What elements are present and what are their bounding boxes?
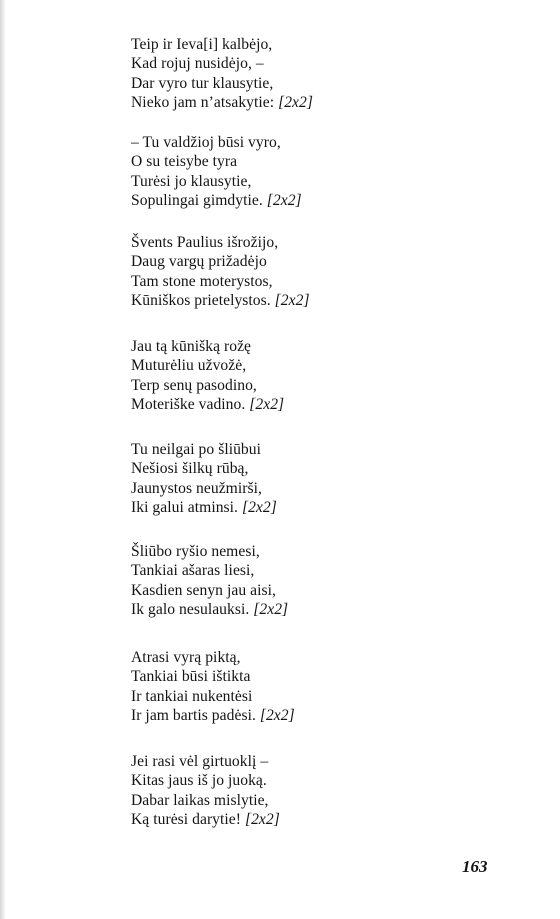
verse-line xyxy=(131,479,511,498)
verse-text: Ir jam bartis padėsi. xyxy=(131,707,260,725)
verse-text: Jaunystos neužmirši, xyxy=(131,479,262,497)
stanza xyxy=(131,133,511,211)
verse-text: Tankiai ašaras liesi, xyxy=(131,562,255,580)
verse-text: Jei rasi vėl girtuoklį – xyxy=(131,753,269,770)
page-edge-shadow xyxy=(0,0,6,919)
verse-line xyxy=(131,252,511,271)
stanza xyxy=(131,440,511,518)
verse-line xyxy=(131,191,511,210)
verse-line xyxy=(131,648,511,667)
verse-line xyxy=(131,172,511,191)
refrain-mark: [2x2] xyxy=(253,601,289,619)
verse-line xyxy=(131,233,511,252)
verse-line xyxy=(131,35,511,54)
verse-text: Tu neilgai po šliūbui xyxy=(131,441,262,458)
page-number: 163 xyxy=(462,857,488,876)
verse-text: Kasdien senyn jau aisi, xyxy=(131,581,276,599)
verse-line xyxy=(131,498,511,517)
verse-line xyxy=(131,791,511,810)
verse-text: Terp senų pasodino, xyxy=(131,376,257,394)
verse-text: Švents Paulius išrožijo, xyxy=(131,234,279,251)
refrain-mark: [2x2] xyxy=(259,707,295,725)
verse-line xyxy=(131,337,511,356)
verse-text: Muturėliu užvožė, xyxy=(131,357,247,375)
verse-text: Ką turėsi darytie! xyxy=(131,811,245,829)
verse-line xyxy=(131,561,511,580)
verse-text: Turėsi jo klausytie, xyxy=(131,172,252,190)
verse-text: Sopulingai gimdytie. xyxy=(131,192,267,210)
verse-line xyxy=(131,706,511,725)
verse-text: Iki galui atminsi. xyxy=(131,499,242,517)
verse-line xyxy=(131,440,511,459)
verse-text: Daug vargų prižadėjo xyxy=(131,253,267,271)
verse-text: Nieko jam n’atsakytie: xyxy=(131,94,279,112)
stanza xyxy=(131,752,511,830)
verse-text: Dar vyro tur klausytie, xyxy=(131,74,274,92)
verse-text: Dabar laikas mislytie, xyxy=(131,791,269,809)
verse-text: Teip ir Ieva[i] kalbėjo, xyxy=(131,36,273,53)
verse-line xyxy=(131,687,511,706)
refrain-mark: [2x2] xyxy=(244,811,280,829)
verse-line xyxy=(131,376,511,395)
stanza xyxy=(131,337,511,415)
verse-text: Tam stone moterystos, xyxy=(131,272,273,290)
verse-text: Kūniškos prietelystos. xyxy=(131,292,275,310)
verse-line xyxy=(131,291,511,310)
verse-line xyxy=(131,810,511,829)
verse-line xyxy=(131,54,511,73)
verse-line xyxy=(131,600,511,619)
verse-line xyxy=(131,459,511,478)
verse-text: Moteriške vadino. xyxy=(131,396,250,414)
verse-line xyxy=(131,356,511,375)
verse-text: – Tu valdžioj būsi vyro, xyxy=(131,134,281,151)
verse-text: O su teisybe tyra xyxy=(131,153,238,171)
refrain-mark: [2x2] xyxy=(274,292,310,310)
verse-text: Ik galo nesulauksi. xyxy=(131,601,254,619)
verse-line xyxy=(131,581,511,600)
verse-line xyxy=(131,133,511,152)
verse-text: Kad rojuj nusidėjo, – xyxy=(131,55,264,73)
verse-line xyxy=(131,667,511,686)
refrain-mark: [2x2] xyxy=(266,192,302,210)
verse-line xyxy=(131,395,511,414)
stanza xyxy=(131,233,511,311)
stanza xyxy=(131,648,511,726)
verse-line xyxy=(131,771,511,790)
verse-line xyxy=(131,752,511,771)
verse-line xyxy=(131,542,511,561)
refrain-mark: [2x2] xyxy=(241,499,277,517)
stanza xyxy=(131,542,511,620)
verse-text: Atrasi vyrą piktą, xyxy=(131,649,241,666)
verse-line xyxy=(131,93,511,112)
verse-text: Kitas jaus iš jo juoką. xyxy=(131,772,267,790)
verse-text: Nešiosi šilkų rūbą, xyxy=(131,460,249,478)
verse-text: Šliūbo ryšio nemesi, xyxy=(131,543,260,560)
stanza xyxy=(131,35,511,113)
verse-text: Ir tankiai nukentėsi xyxy=(131,687,253,705)
verse-text: Tankiai būsi ištikta xyxy=(131,668,251,686)
verse-line xyxy=(131,74,511,93)
refrain-mark: [2x2] xyxy=(249,396,285,414)
verse-text: Jau tą kūnišką rožę xyxy=(131,338,252,355)
refrain-mark: [2x2] xyxy=(278,94,313,112)
verse-line xyxy=(131,272,511,291)
verse-line xyxy=(131,152,511,171)
